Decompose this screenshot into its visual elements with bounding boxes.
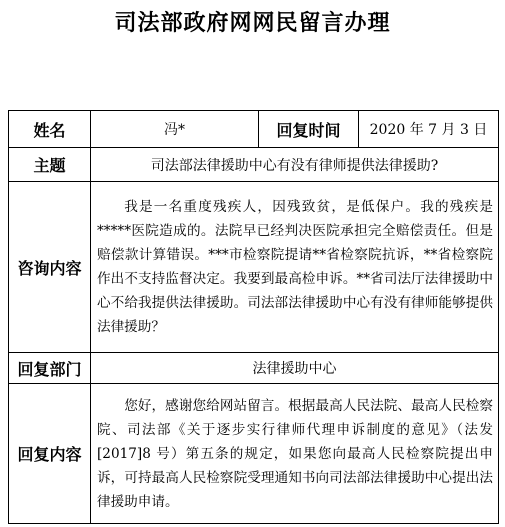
dept-row bbox=[9, 353, 499, 384]
reply-label: 回复内容 bbox=[9, 384, 91, 524]
message-table bbox=[8, 110, 499, 524]
subject-value: 司法部法律援助中心有没有律师提供法律援助? bbox=[91, 148, 499, 182]
name-value: 冯* bbox=[91, 111, 259, 148]
name-row bbox=[9, 111, 499, 148]
page-title: 司法部政府网网民留言办理 bbox=[114, 11, 391, 36]
consult-label: 咨询内容 bbox=[9, 182, 91, 353]
subject-row bbox=[9, 148, 499, 182]
subject-label: 主题 bbox=[9, 148, 91, 182]
reply-row bbox=[9, 384, 499, 524]
reply-time-value: 2020 年 7 月 3 日 bbox=[359, 111, 499, 148]
dept-label: 回复部门 bbox=[9, 353, 91, 384]
dept-value: 法律援助中心 bbox=[91, 353, 499, 384]
consult-text: 我是一名重度残疾人，因残致贫，是低保户。我的残疾是*****医院造成的。法院早已经判决医院承担完全赔偿责任。但是赔偿款计算错误。***市检察院提请**省检察院抗诉，**省检察院作出不支持监督决定。我要到最高检申诉。**省司法厅法律援助中心不给我提供法律援助。司法部法律援助中心有没有律师能够提供法律援助？ bbox=[91, 182, 499, 353]
consult-row bbox=[9, 182, 499, 353]
reply-time-label: 回复时间 bbox=[259, 111, 359, 148]
reply-text: 您好，感谢您给网站留言。根据最高人民法院、最高人民检察院、司法部《关于逐步实行律师代理申诉制度的意见》（法发[2017]8 号）第五条的规定，如果您向最高人民检察院提出申诉，可持最高人民检察院受理通知书向司法部法律援助中心提出法律援助申请。 bbox=[91, 384, 499, 524]
name-label: 姓名 bbox=[9, 111, 91, 148]
